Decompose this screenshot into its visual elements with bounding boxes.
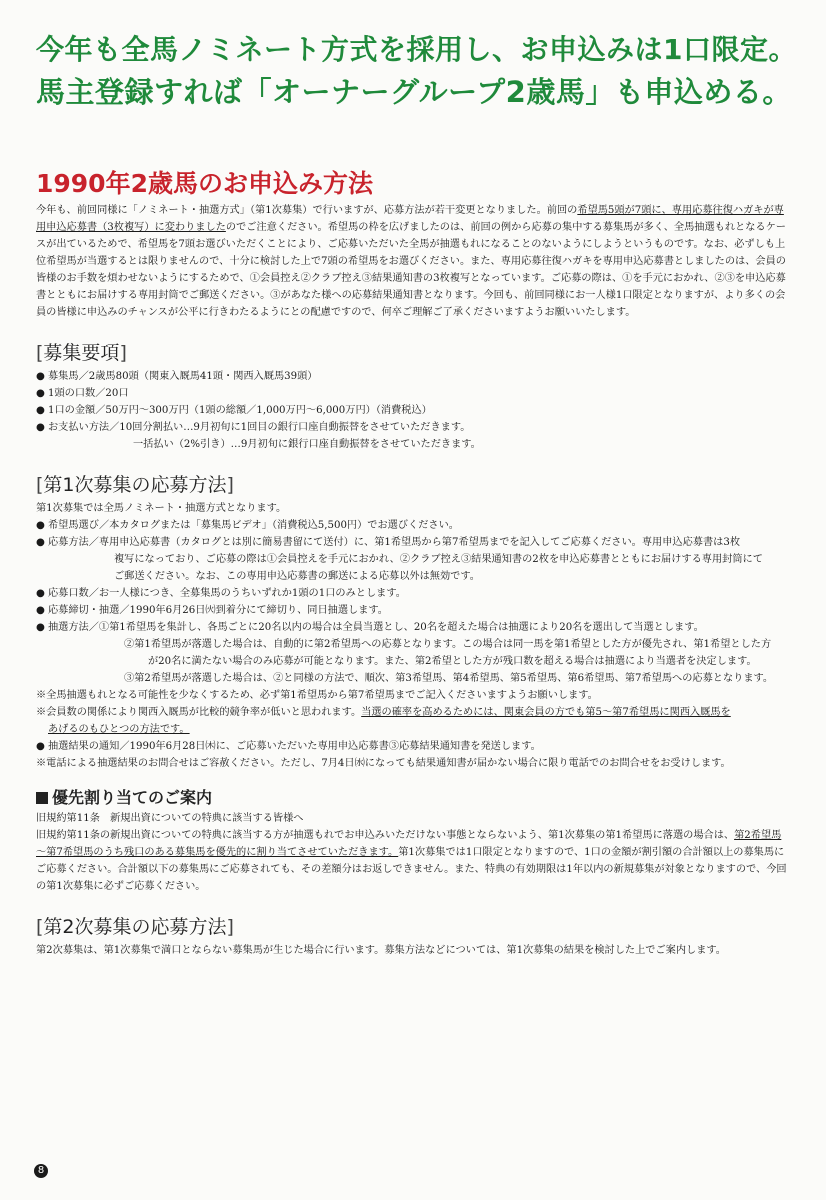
boshu-item: ● 1口の金額／50万円～300万円（1頭の総額／1,000万円～6,000万円）（消費税込） — [36, 405, 432, 416]
note-1: ※全馬抽選もれとなる可能性を少なくするため、必ず第1希望馬から第7希望馬までご記入くださいますようお願いします。 — [36, 690, 598, 701]
chusen-line-3: ③第2希望馬が落選した場合は、②と同様の方法で、順次、第3希望馬、第4希望馬、第5希望馬、第6希望馬、第7希望馬への応募となります。 — [124, 673, 774, 684]
boshu-item: ● 1頭の口数／20口 — [36, 388, 129, 399]
shimekiri-text: ／1990年6月26日㈫到着分にて締切り、同日抽選します。 — [119, 605, 388, 616]
boshu-item-label: 1口の金額 — [48, 405, 96, 416]
headline — [36, 28, 806, 114]
payment-line-2: 一括払い（2%引き）…9月初旬に銀行口座自動振替をさせていただきます。 — [133, 439, 481, 450]
second-heading: [第2次募集の応募方法] — [36, 916, 234, 938]
boshu-item-text: ／20口 — [95, 388, 129, 399]
note-2-underline-2: あげるのもひとつの方法です。 — [48, 724, 190, 735]
ouboho-line-2: 複写になっており、ご応募の際は①会員控えを手元におかれ、②クラブ控え③結果通知書の2枚を申込応募書とともにお届けする専用封筒にて — [114, 554, 763, 565]
priority-text-2: 第1次募集では1口限定となりますので、1口の金額が割引額の合計額以上の募集馬にご応募ください。合計額以下の募集馬にご応募されても、その差額分はお返しできません。また、特典の有効期限は1年以内の新規募集が対象となりますので、今回の第1次募集に必ずご応募ください。 — [36, 847, 787, 892]
headline-line-1: 今年も全馬ノミネート方式を採用し、お申込みは1口限定。 — [36, 33, 797, 66]
chusen-line-2a: ②第1希望馬が落選した場合は、自動的に第2希望馬への応募となります。この場合は同一馬を第1希望とした方が優先され、第1希望とした方 — [124, 639, 772, 650]
page-number: 8 — [34, 1164, 48, 1178]
boshu-item-label: 1頭の口数 — [48, 388, 96, 399]
priority-paragraph — [36, 827, 788, 895]
chusen-line-1: ／①第1希望馬を集計し、各馬ごとに20名以内の場合は全員当選とし、20名を超えた場合は抽選により20名を選出して当選とします。 — [88, 622, 704, 633]
priority-underline: 第2希望馬～第7希望馬のうち残口のある募集馬を優先的に割り当てさせていただきます。 — [36, 830, 782, 858]
ouboho-line-3: ご郵送ください。なお、この専用申込応募書の郵送による応募以外は無効です。 — [114, 571, 480, 582]
boshu-item: ● お支払い方法／10回分割払い…9月初旬に1回目の銀行口座自動振替をさせていただきます。 — [36, 422, 471, 433]
first-heading: [第1次募集の応募方法] — [36, 474, 234, 496]
priority-heading-text: 優先割り当てのご案内 — [52, 788, 213, 807]
priority-line-1: 旧規約第11条 新規出資についての特典に該当する皆様へ — [36, 813, 304, 824]
intro-underline: 希望馬5頭が7頭に、専用応募往復ハガキが専用申込応募書（3枚複写）に変わりました — [36, 205, 784, 233]
kuchisu-text: ／お一人様につき、全募集馬のうちいずれか1頭の1口のみとします。 — [88, 588, 406, 599]
boshu-item-text: ／10回分割払い…9月初旬に1回目の銀行口座自動振替をさせていただきます。 — [109, 422, 471, 433]
first-lead: 第1次募集では全馬ノミネート・抽選方式となります。 — [36, 503, 287, 514]
boshu-item: ● 募集馬／2歳馬80頭（関東入厩馬41頭・関西入厩馬39頭） — [36, 371, 318, 382]
ouboho-item: ● 応募方法／専用申込応募書（カタログとは別に簡易書留にて送付）に、第1希望馬から第7希望馬までを記入してご応募ください。専用申込応募書は3枚 — [36, 537, 741, 548]
body-text — [36, 202, 788, 959]
ouboho-label: 応募方法 — [48, 537, 89, 548]
priority-text-1: 旧規約第11条の新規出資についての特典に該当する方が抽選もれでお申込みいただけない事態とならないよう、第1次募集の第1希望馬に落選の場合は、 — [36, 830, 735, 841]
section-title: 1990年2歳馬のお申込み方法 — [36, 169, 373, 198]
boshu-heading: [募集要項] — [36, 342, 127, 364]
intro-paragraph — [36, 202, 788, 321]
intro-text-1: 今年も、前回同様に「ノミネート・抽選方式」（第1次募集）で行いますが、応募方法が若干変更となりました。前回の — [36, 205, 578, 216]
note-2 — [36, 704, 788, 738]
second-heading-text: 第2次募集の応募方法 — [43, 916, 227, 938]
kibou-text: ／本カタログまたは「募集馬ビデオ」（消費税込5,500円）でお選びください。 — [98, 520, 459, 531]
boshu-item-label: 募集馬 — [48, 371, 79, 382]
shimekiri-label: 応募締切・抽選 — [48, 605, 120, 616]
boshu-item-text: ／2歳馬80頭（関東入厩馬41頭・関西入厩馬39頭） — [78, 371, 318, 382]
square-bullet-icon — [36, 792, 48, 804]
first-heading-text: 第1次募集の応募方法 — [43, 474, 227, 496]
kekka-label: 抽選結果の通知 — [48, 741, 120, 752]
chusen-line-2b: が20名に満たない場合のみ応募が可能となります。また、第2希望とした方が残口数を超える場合は抽選により当選者を決定します。 — [148, 656, 757, 667]
kekka-item: ● 抽選結果の通知／1990年6月28日㈭に、ご応募いただいた専用申込応募書③応募結果通知書を発送します。 — [36, 741, 541, 752]
chusen-item: ● 抽選方法／①第1希望馬を集計し、各馬ごとに20名以内の場合は全員当選とし、20名を超えた場合は抽選により20名を選出して当選とします。 — [36, 622, 704, 633]
kibou-item: ● 希望馬選び／本カタログまたは「募集馬ビデオ」（消費税込5,500円）でお選びください。 — [36, 520, 459, 531]
shimekiri-item: ● 応募締切・抽選／1990年6月26日㈫到着分にて締切り、同日抽選します。 — [36, 605, 388, 616]
second-text: 第2次募集は、第1次募集で満口とならない募集馬が生じた場合に行います。募集方法などについては、第1次募集の結果を検討した上でご案内します。 — [36, 945, 726, 956]
note-2-text: ※会員数の関係により関西入厩馬が比較的競争率が低いと思われます。 — [36, 707, 362, 718]
kekka-text: ／1990年6月28日㈭に、ご応募いただいた専用申込応募書③応募結果通知書を発送します。 — [119, 741, 541, 752]
ouboho-text-1: ／専用申込応募書（カタログとは別に簡易書留にて送付）に、第1希望馬から第7希望馬までを記入してご応募ください。専用申込応募書は3枚 — [88, 537, 741, 548]
kibou-label: 希望馬選び — [48, 520, 99, 531]
boshu-item-text: ／50万円～300万円（1頭の総額／1,000万円～6,000万円）（消費税込） — [95, 405, 432, 416]
priority-heading — [36, 788, 788, 808]
intro-text-2: のでご注意ください。希望馬の枠を広げましたのは、前回の例から応募の集中する募集馬が多く、全馬抽選もれとなるケースが出ているためで、希望馬を7頭お選びいただくことにより、ご応募いただいた全馬が抽選もれになることのないようにしようというものです。なお、必ずしも上位希望馬が当選するとは限りませんので、十分に検討した上で7頭の希望馬をお選びください。また、専用応募往復ハガキを専用申込応募書としましたのは、会員の皆様のお手数を煩わせないようにするためで、①会員控え②クラブ控え③結果通知書の3枚複写となっています。ご応募の際は、①を手元におかれ、②③を申込応募書とともにお届けする専用封筒でご郵送ください。③があなた様への応募結果通知書となります。今回も、前回同様にお一人様1口限定となりますが、より多くの会員の皆様に申込みのチャンスが公平に行きわたるようにとの配慮ですので、何卒ご理解ご了承くださいますようお願いいたします。 — [36, 222, 786, 318]
chusen-label: 抽選方法 — [48, 622, 89, 633]
boshu-heading-text: 募集要項 — [43, 342, 120, 364]
headline-line-2: 馬主登録すれば「オーナーグループ2歳馬」も申込める。 — [36, 75, 792, 109]
note-2-underline: 当選の確率を高めるためには、関東会員の方でも第5～第7希望馬に関西入厩馬を — [361, 707, 731, 718]
boshu-item-label: お支払い方法 — [48, 422, 110, 433]
note-3: ※電話による抽選結果のお問合せはご容赦ください。ただし、7月4日㈬になっても結果通知書が届かない場合に限り電話でのお問合せをお受けします。 — [36, 758, 731, 769]
kuchisu-item: ● 応募口数／お一人様につき、全募集馬のうちいずれか1頭の1口のみとします。 — [36, 588, 406, 599]
kuchisu-label: 応募口数 — [48, 588, 89, 599]
